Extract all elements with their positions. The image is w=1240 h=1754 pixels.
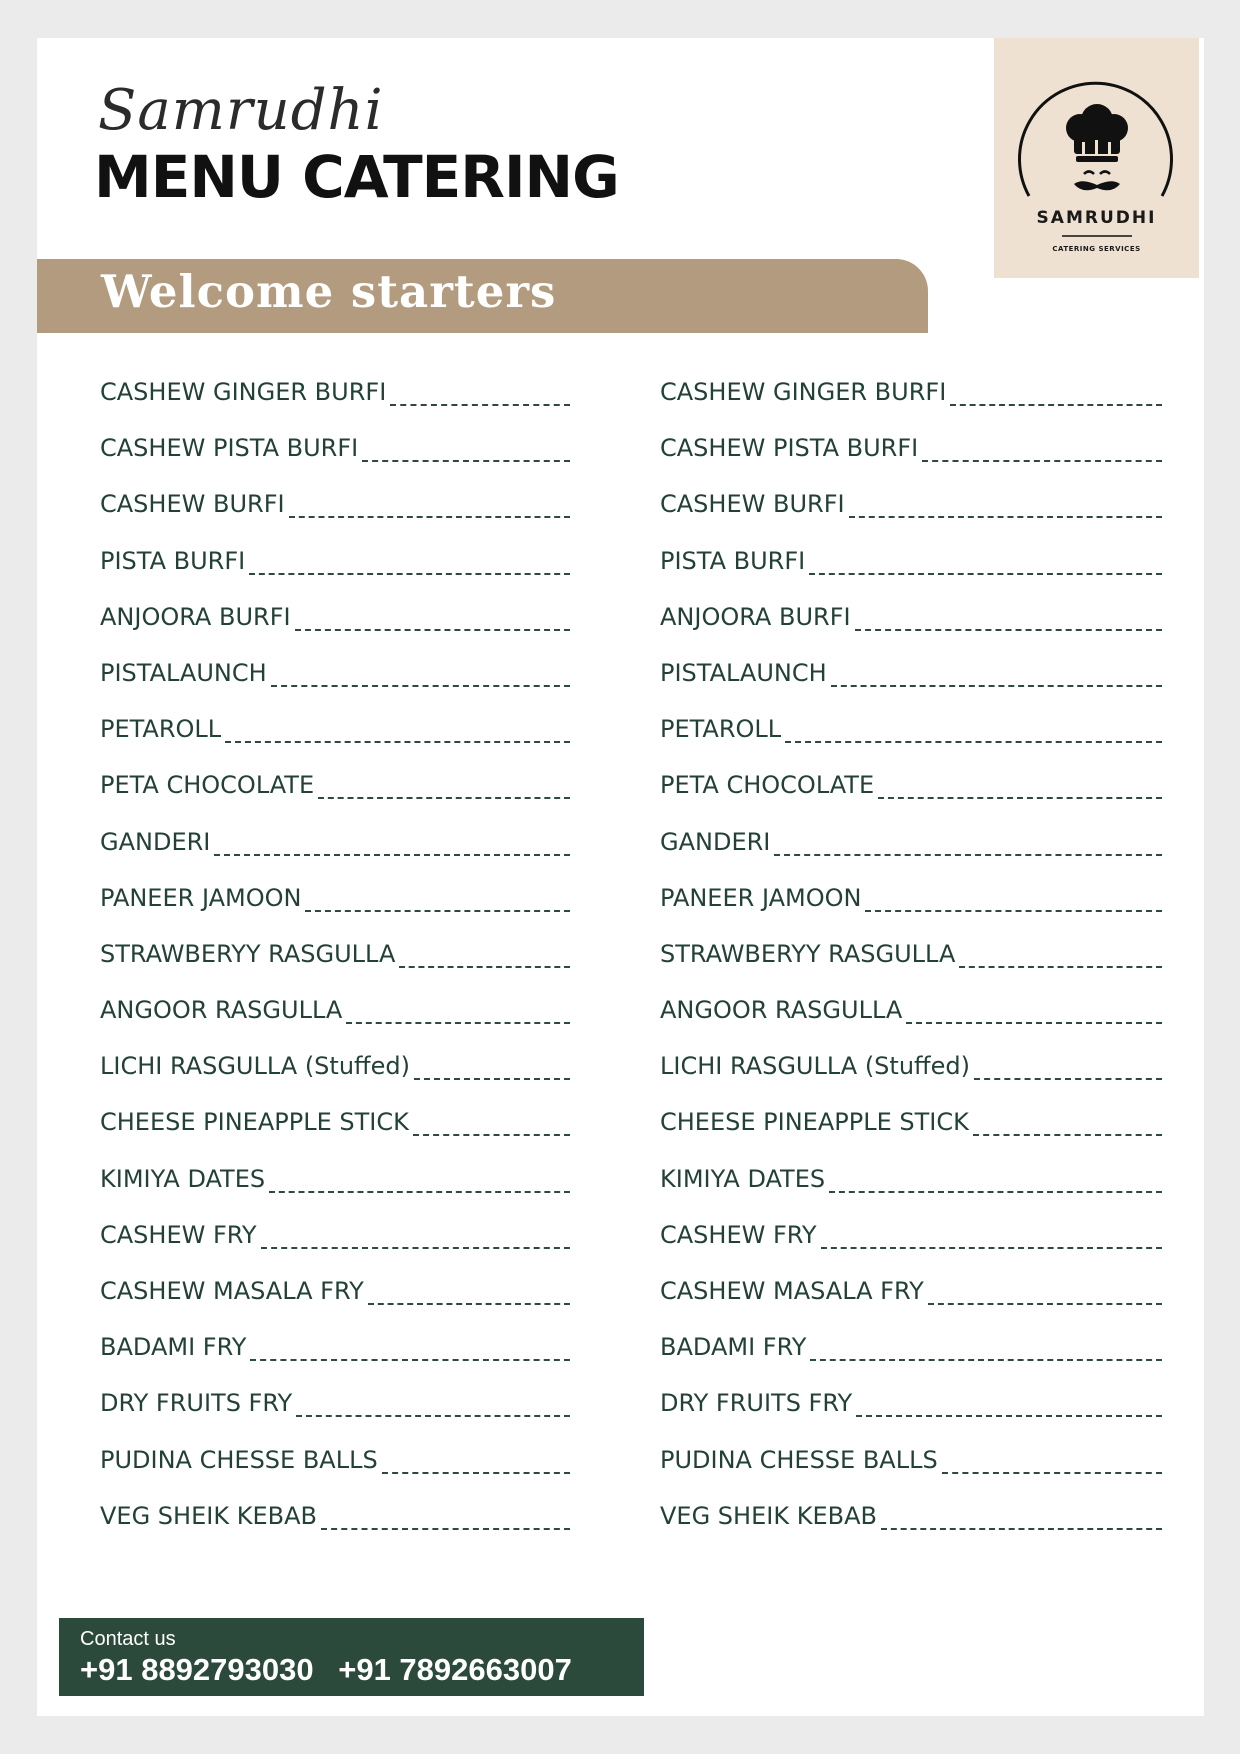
- menu-item: [100, 715, 570, 771]
- chef-hat-mustache-icon: [994, 38, 1199, 278]
- menu-item-label: VEG SHEIK KEBAB: [100, 1501, 317, 1530]
- menu-item-leader-line: [973, 1110, 1162, 1136]
- menu-item-leader-line: [269, 1167, 570, 1193]
- menu-item-leader-line: [261, 1223, 570, 1249]
- menu-item-label: CASHEW GINGER BURFI: [100, 378, 387, 406]
- menu-item-label: CASHEW FRY: [100, 1220, 257, 1249]
- contact-phones: [80, 1652, 588, 1688]
- section-title: Welcome starters: [101, 265, 557, 318]
- menu-item-leader-line: [959, 942, 1162, 968]
- menu-item: [660, 603, 1162, 659]
- menu-item: [660, 1446, 1162, 1502]
- menu-item: [660, 1052, 1162, 1108]
- menu-item-label: CASHEW MASALA FRY: [660, 1277, 924, 1305]
- menu-item-leader-line: [774, 830, 1162, 856]
- menu-item: [100, 1108, 570, 1164]
- menu-item-leader-line: [942, 1448, 1162, 1474]
- menu-item: [660, 1277, 1162, 1333]
- menu-item-leader-line: [413, 1110, 570, 1136]
- menu-item-leader-line: [305, 886, 570, 912]
- menu-item: [660, 828, 1162, 884]
- contact-box: [59, 1618, 644, 1696]
- menu-item: [100, 1333, 570, 1389]
- menu-item-label: DRY FRUITS FRY: [660, 1389, 853, 1418]
- menu-item: [660, 1389, 1162, 1445]
- menu-item: [660, 940, 1162, 996]
- menu-item-leader-line: [950, 380, 1162, 406]
- menu-item-leader-line: [928, 1279, 1162, 1305]
- menu-item-label: GANDERI: [100, 827, 211, 856]
- menu-item-leader-line: [809, 549, 1162, 575]
- menu-item-leader-line: [225, 717, 570, 743]
- menu-item-label: PISTA BURFI: [660, 546, 806, 575]
- page-title: MENU CATERING: [94, 143, 619, 211]
- menu-column-left: [100, 378, 570, 1558]
- menu-item: [100, 1052, 570, 1108]
- menu-item-label: PETAROLL: [660, 715, 782, 744]
- menu-item: [100, 603, 570, 659]
- contact-label: Contact us: [80, 1628, 176, 1650]
- menu-column-right: [660, 378, 1162, 1558]
- menu-item-label: CASHEW FRY: [660, 1220, 817, 1249]
- menu-item-label: PANEER JAMOON: [100, 883, 302, 912]
- menu-item: [660, 771, 1162, 827]
- menu-item: [100, 1221, 570, 1277]
- menu-item-label: DRY FRUITS FRY: [100, 1389, 293, 1418]
- menu-item-label: PETAROLL: [100, 715, 222, 744]
- menu-item: [660, 1502, 1162, 1558]
- menu-item-leader-line: [974, 1054, 1162, 1080]
- menu-item-leader-line: [810, 1335, 1162, 1361]
- menu-item: [100, 1502, 570, 1558]
- menu-item-label: CHEESE PINEAPPLE STICK: [100, 1108, 409, 1137]
- menu-item-label: PUDINA CHESSE BALLS: [660, 1445, 938, 1474]
- menu-item-label: STRAWBERYY RASGULLA: [660, 939, 956, 968]
- menu-item: [660, 715, 1162, 771]
- logo-subtitle: CATERING SERVICES: [1052, 245, 1141, 253]
- menu-item-leader-line: [829, 1167, 1162, 1193]
- menu-item-leader-line: [346, 998, 570, 1024]
- menu-item-label: VEG SHEIK KEBAB: [660, 1501, 877, 1530]
- menu-item-label: STRAWBERYY RASGULLA: [100, 939, 396, 968]
- menu-item-label: PISTALAUNCH: [660, 658, 827, 687]
- menu-item: [100, 490, 570, 546]
- menu-item-leader-line: [321, 1504, 570, 1530]
- menu-item-label: LICHI RASGULLA (Stuffed): [660, 1052, 970, 1081]
- menu-item-label: CASHEW MASALA FRY: [100, 1277, 364, 1305]
- menu-item-leader-line: [296, 1391, 570, 1417]
- menu-item-label: ANGOOR RASGULLA: [660, 996, 903, 1025]
- menu-item-leader-line: [362, 436, 570, 462]
- menu-item-label: GANDERI: [660, 827, 771, 856]
- phone-number[interactable]: +91 7892663007: [338, 1652, 572, 1687]
- menu-item-label: KIMIYA DATES: [660, 1164, 826, 1193]
- menu-item: [100, 1165, 570, 1221]
- menu-item: [100, 828, 570, 884]
- menu-item-leader-line: [865, 886, 1162, 912]
- menu-item: [100, 434, 570, 490]
- menu-item: [100, 378, 570, 434]
- menu-item: [660, 1333, 1162, 1389]
- logo: [994, 38, 1199, 278]
- menu-item-label: CASHEW BURFI: [100, 490, 285, 519]
- menu-item: [660, 659, 1162, 715]
- menu-item: [100, 771, 570, 827]
- menu-item: [660, 378, 1162, 434]
- menu-item: [660, 1108, 1162, 1164]
- menu-item-leader-line: [250, 1335, 570, 1361]
- menu-item-leader-line: [785, 717, 1162, 743]
- menu-item-leader-line: [856, 1391, 1162, 1417]
- menu-item-label: CASHEW GINGER BURFI: [660, 378, 947, 406]
- menu-item: [100, 547, 570, 603]
- menu-item-leader-line: [821, 1223, 1162, 1249]
- menu-item-leader-line: [390, 380, 570, 406]
- menu-item-leader-line: [214, 830, 570, 856]
- menu-item-label: BADAMI FRY: [660, 1333, 807, 1362]
- brand-script-name: Samrudhi: [98, 78, 384, 143]
- menu-item: [660, 1221, 1162, 1277]
- menu-item-label: CASHEW BURFI: [660, 490, 845, 519]
- menu-item: [100, 1446, 570, 1502]
- menu-item-leader-line: [855, 605, 1162, 631]
- menu-item: [100, 659, 570, 715]
- menu-item-leader-line: [295, 605, 570, 631]
- menu-item: [660, 996, 1162, 1052]
- menu-item-label: ANGOOR RASGULLA: [100, 996, 343, 1025]
- menu-item-label: KIMIYA DATES: [100, 1164, 266, 1193]
- menu-item-label: CHEESE PINEAPPLE STICK: [660, 1108, 969, 1137]
- section-banner: [37, 259, 928, 333]
- menu-item: [660, 547, 1162, 603]
- menu-item: [100, 940, 570, 996]
- menu-item-label: PETA CHOCOLATE: [100, 771, 315, 800]
- menu-item-leader-line: [249, 549, 570, 575]
- menu-item-leader-line: [382, 1448, 570, 1474]
- logo-name: SAMRUDHI: [1036, 208, 1157, 228]
- menu-item-label: PANEER JAMOON: [660, 883, 862, 912]
- menu-item-label: ANJOORA BURFI: [100, 602, 291, 631]
- menu-item-leader-line: [849, 492, 1162, 518]
- menu-item-leader-line: [289, 492, 570, 518]
- menu-item-leader-line: [399, 942, 570, 968]
- menu-item: [660, 1165, 1162, 1221]
- phone-number[interactable]: +91 8892793030: [80, 1652, 314, 1687]
- menu-item: [100, 1389, 570, 1445]
- menu-item-leader-line: [414, 1054, 570, 1080]
- menu-item: [100, 996, 570, 1052]
- menu-item-label: PETA CHOCOLATE: [660, 771, 875, 800]
- menu-item-label: PUDINA CHESSE BALLS: [100, 1445, 378, 1474]
- menu-item: [660, 434, 1162, 490]
- menu-item-label: PISTA BURFI: [100, 546, 246, 575]
- menu-item: [100, 884, 570, 940]
- menu-item-label: PISTALAUNCH: [100, 658, 267, 687]
- menu-item-label: CASHEW PISTA BURFI: [660, 434, 919, 463]
- menu-item: [100, 1277, 570, 1333]
- menu-item-label: BADAMI FRY: [100, 1333, 247, 1362]
- menu-item-label: CASHEW PISTA BURFI: [100, 434, 359, 463]
- menu-item-leader-line: [906, 998, 1162, 1024]
- menu-item-leader-line: [831, 661, 1162, 687]
- menu-item-leader-line: [368, 1279, 570, 1305]
- menu-item-label: LICHI RASGULLA (Stuffed): [100, 1052, 410, 1081]
- menu-item-leader-line: [922, 436, 1162, 462]
- menu-item-leader-line: [318, 773, 570, 799]
- menu-item: [660, 490, 1162, 546]
- menu-item: [660, 884, 1162, 940]
- menu-item-leader-line: [881, 1504, 1162, 1530]
- menu-item-leader-line: [878, 773, 1162, 799]
- menu-item-leader-line: [271, 661, 570, 687]
- menu-item-label: ANJOORA BURFI: [660, 602, 851, 631]
